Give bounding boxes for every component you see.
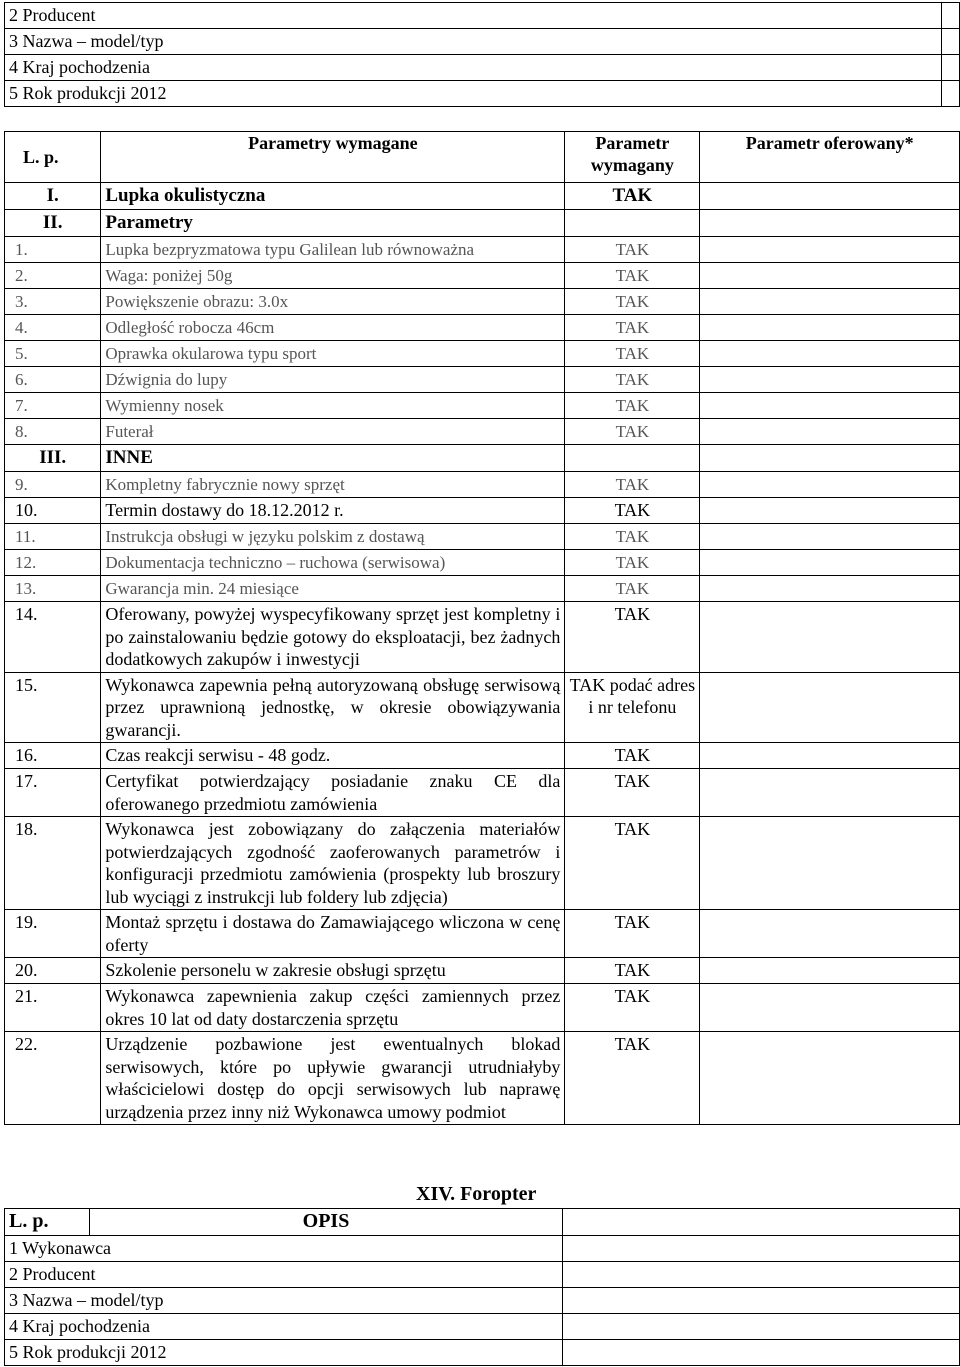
spec-required-value: TAK [565, 472, 700, 498]
spec-number: 22. [5, 1032, 101, 1125]
spec-number: 4. [5, 315, 101, 341]
spec-required-value [565, 445, 700, 472]
spec-required-value: TAK [565, 498, 700, 524]
spec-number: 8. [5, 419, 101, 445]
spec-row [5, 237, 960, 263]
spec-number: 21. [5, 984, 101, 1032]
spec-number: II. [5, 210, 101, 237]
spec-number: 6. [5, 367, 101, 393]
spec-number: 7. [5, 393, 101, 419]
info-header-row [5, 1209, 960, 1236]
spec-description: Powiększenie obrazu: 3.0x [101, 289, 565, 315]
header-lp: L. p. [5, 1209, 90, 1236]
spec-row [5, 472, 960, 498]
spec-description: Termin dostawy do 18.12.2012 r. [101, 498, 565, 524]
spec-row [5, 498, 960, 524]
spec-required-value: TAK [565, 237, 700, 263]
info-label: 4 Kraj pochodzenia [5, 55, 942, 81]
spec-required-value: TAK [565, 419, 700, 445]
spec-description: Kompletny fabrycznie nowy sprzęt [101, 472, 565, 498]
spec-offered-cell[interactable] [700, 498, 960, 524]
spec-description: Wykonawca zapewnienia zakup części zamiennych przez okres 10 lat od daty dostarczenia sprzętu [101, 984, 565, 1032]
spec-required-value: TAK [565, 769, 700, 817]
info-label: 5 Rok produkcji 2012 [5, 81, 942, 107]
spec-required-value: TAK [565, 183, 700, 210]
spec-required-value: TAK [565, 743, 700, 769]
info-label: 1 Wykonawca [5, 1236, 563, 1262]
spec-offered-cell[interactable] [700, 393, 960, 419]
spec-row [5, 958, 960, 984]
header-param: Parametr wymagany [565, 132, 700, 183]
spec-number: III. [5, 445, 101, 472]
spec-row [5, 315, 960, 341]
spec-required-value: TAK [565, 263, 700, 289]
spec-description: Wykonawca jest zobowiązany do załączenia materiałów potwierdzających zgodność zaoferowanych parametrów i konfiguracji przedmiotu zamówienia (prospekty lub broszury lub wyciągi z instrukcji lub foldery lub zdjęcia) [101, 817, 565, 910]
section-title: XIV. Foropter [416, 1183, 537, 1205]
spec-row [5, 576, 960, 602]
spec-required-value: TAK [565, 289, 700, 315]
header-empty [563, 1209, 960, 1236]
spec-row [5, 817, 960, 910]
spec-row [5, 210, 960, 237]
spec-description: Instrukcja obsługi w języku polskim z dostawą [101, 524, 565, 550]
spec-required-value: TAK [565, 984, 700, 1032]
spec-required-value: TAK [565, 367, 700, 393]
info-value-cell[interactable] [942, 81, 960, 107]
spec-offered-cell[interactable] [700, 672, 960, 743]
spec-row [5, 393, 960, 419]
spec-number: 3. [5, 289, 101, 315]
spec-row [5, 419, 960, 445]
spec-offered-cell[interactable] [700, 984, 960, 1032]
spec-number: 19. [5, 910, 101, 958]
spec-offered-cell[interactable] [700, 576, 960, 602]
spec-offered-cell[interactable] [700, 289, 960, 315]
info-value-cell[interactable] [563, 1340, 960, 1366]
spec-number: 13. [5, 576, 101, 602]
spec-number: 17. [5, 769, 101, 817]
table-row [5, 1340, 960, 1366]
spec-number: 9. [5, 472, 101, 498]
spec-description: Oprawka okularowa typu sport [101, 341, 565, 367]
spec-required-value: TAK [565, 393, 700, 419]
spec-number: 10. [5, 498, 101, 524]
header-required: Parametry wymagane [101, 132, 565, 183]
spec-offered-cell[interactable] [700, 263, 960, 289]
info-label: 2 Producent [5, 1262, 563, 1288]
spec-number: 14. [5, 602, 101, 673]
spec-required-value [565, 210, 700, 237]
spec-description: Czas reakcji serwisu - 48 godz. [101, 743, 565, 769]
header-lp: L. p. [5, 132, 101, 183]
table-row [5, 1262, 960, 1288]
spec-offered-cell[interactable] [700, 524, 960, 550]
spec-row [5, 550, 960, 576]
info-label: 2 Producent [5, 3, 942, 29]
spec-required-value: TAK [565, 602, 700, 673]
spec-required-value: TAK podać adres i nr telefonu [565, 672, 700, 743]
info-value-cell[interactable] [563, 1262, 960, 1288]
table-row [5, 55, 960, 81]
spec-description: Wykonawca zapewnia pełną autoryzowaną obsługę serwisową przez uprawnioną jednostkę, w okresie obowiązywania gwarancji. [101, 672, 565, 743]
spec-description: Gwarancja min. 24 miesiące [101, 576, 565, 602]
spec-offered-cell[interactable] [700, 817, 960, 910]
table-row [5, 1236, 960, 1262]
info-value-cell[interactable] [563, 1236, 960, 1262]
header-offered: Parametr oferowany* [700, 132, 960, 183]
spec-description: Urządzenie pozbawione jest ewentualnych blokad serwisowych, które po upływie gwarancji utrudniałyby właścicielowi dostęp do opcji serwisowych lub naprawę urządzenia przez inny niż Wykonawca umowy podmiot [101, 1032, 565, 1125]
spec-description: Certyfikat potwierdzający posiadanie znaku CE dla oferowanego przedmiotu zamówienia [101, 769, 565, 817]
spec-offered-cell[interactable] [700, 419, 960, 445]
spec-number: 20. [5, 958, 101, 984]
spec-offered-cell[interactable] [700, 1032, 960, 1125]
info-label: 5 Rok produkcji 2012 [5, 1340, 563, 1366]
spec-offered-cell[interactable] [700, 315, 960, 341]
spec-number: 2. [5, 263, 101, 289]
info-table-bottom [4, 1208, 960, 1366]
spec-required-value: TAK [565, 315, 700, 341]
info-value-cell[interactable] [942, 3, 960, 29]
spec-description: Lupka okulistyczna [101, 183, 565, 210]
spec-required-value: TAK [565, 524, 700, 550]
spec-row [5, 743, 960, 769]
spec-required-value: TAK [565, 910, 700, 958]
spec-required-value: TAK [565, 550, 700, 576]
spec-body [5, 183, 960, 1125]
info-table-top [4, 2, 960, 107]
spec-row [5, 367, 960, 393]
spec-number: 11. [5, 524, 101, 550]
table-row [5, 3, 960, 29]
info-value-cell[interactable] [942, 55, 960, 81]
spec-offered-cell[interactable] [700, 910, 960, 958]
spec-description: Waga: poniżej 50g [101, 263, 565, 289]
spec-required-value: TAK [565, 1032, 700, 1125]
spec-row [5, 524, 960, 550]
info-label: 3 Nazwa – model/typ [5, 29, 942, 55]
spec-offered-cell[interactable] [700, 472, 960, 498]
spec-offered-cell[interactable] [700, 958, 960, 984]
spec-description: Wymienny nosek [101, 393, 565, 419]
spec-description: Oferowany, powyżej wyspecyfikowany sprzęt jest kompletny i po zainstalowaniu będzie gotowy do eksploatacji, bez żadnych dodatkowych zakupów i inwestycji [101, 602, 565, 673]
spec-description: INNE [101, 445, 565, 472]
spec-description: Parametry [101, 210, 565, 237]
spec-row [5, 263, 960, 289]
spec-offered-cell[interactable] [700, 367, 960, 393]
spec-header-row [5, 132, 960, 183]
spec-number: 16. [5, 743, 101, 769]
info-label: 4 Kraj pochodzenia [5, 1314, 563, 1340]
spec-offered-cell[interactable] [700, 210, 960, 237]
info-value-cell[interactable] [563, 1288, 960, 1314]
spec-description: Lupka bezpryzmatowa typu Galilean lub równoważna [101, 237, 565, 263]
spec-row [5, 289, 960, 315]
spec-row [5, 672, 960, 743]
table-row [5, 1288, 960, 1314]
spec-description: Dźwignia do lupy [101, 367, 565, 393]
spec-number: 18. [5, 817, 101, 910]
spec-number: 12. [5, 550, 101, 576]
spec-required-value: TAK [565, 817, 700, 910]
spec-row [5, 183, 960, 210]
spec-required-value: TAK [565, 576, 700, 602]
spec-offered-cell[interactable] [700, 743, 960, 769]
spec-number: I. [5, 183, 101, 210]
table-row [5, 81, 960, 107]
spec-number: 1. [5, 237, 101, 263]
spec-row [5, 910, 960, 958]
info-label: 3 Nazwa – model/typ [5, 1288, 563, 1314]
spec-number: 15. [5, 672, 101, 743]
spec-row [5, 445, 960, 472]
spec-description: Dokumentacja techniczno – ruchowa (serwisowa) [101, 550, 565, 576]
spec-offered-cell[interactable] [700, 445, 960, 472]
spec-row [5, 341, 960, 367]
header-opis: OPIS [90, 1209, 563, 1236]
spec-row [5, 1032, 960, 1125]
spec-row [5, 984, 960, 1032]
table-row [5, 1314, 960, 1340]
spec-offered-cell[interactable] [700, 550, 960, 576]
spec-description: Futerał [101, 419, 565, 445]
spec-required-value: TAK [565, 341, 700, 367]
spec-offered-cell[interactable] [700, 602, 960, 673]
spec-offered-cell[interactable] [700, 341, 960, 367]
spec-offered-cell[interactable] [700, 183, 960, 210]
spec-description: Odległość robocza 46cm [101, 315, 565, 341]
spec-number: 5. [5, 341, 101, 367]
table-row [5, 29, 960, 55]
spec-offered-cell[interactable] [700, 769, 960, 817]
info-value-cell[interactable] [942, 29, 960, 55]
spec-table [4, 131, 960, 1125]
spec-required-value: TAK [565, 958, 700, 984]
spec-description: Szkolenie personelu w zakresie obsługi sprzętu [101, 958, 565, 984]
spec-offered-cell[interactable] [700, 237, 960, 263]
spec-row [5, 602, 960, 673]
spec-description: Montaż sprzętu i dostawa do Zamawiającego wliczona w cenę oferty [101, 910, 565, 958]
info-value-cell[interactable] [563, 1314, 960, 1340]
spec-row [5, 769, 960, 817]
